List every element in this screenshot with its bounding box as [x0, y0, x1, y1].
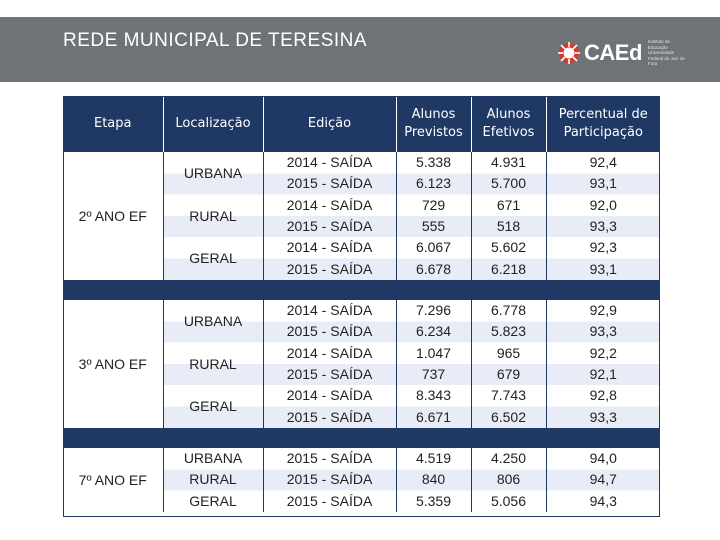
participation-table [63, 96, 660, 512]
previstos-value: 7.296 [415, 302, 452, 319]
previstos-value: 5.359 [415, 492, 452, 509]
percentual-value: 94,3 [589, 492, 617, 509]
caed-logo-icon [558, 42, 580, 64]
etapa-cell: 2º ANO EF [63, 152, 163, 280]
col-header-edicao: Edição [263, 96, 396, 152]
localizacao-cell [163, 448, 263, 512]
efetivos-value: 5.602 [490, 239, 527, 256]
caed-logo-subtext: Instituto de Educação Universidade Federal de Juiz de Fora [647, 39, 685, 67]
col-header-previstos-line1: Alunos [411, 107, 456, 122]
efetivos-value: 5.700 [490, 175, 527, 192]
percentual-value: 92,1 [589, 366, 617, 382]
localizacao-cell [163, 300, 263, 428]
table-row-group-7ano [63, 448, 660, 512]
previstos-cell [396, 300, 471, 428]
edicao-cell [263, 152, 396, 280]
previstos-value: 6.234 [415, 323, 452, 340]
percentual-value: 93,1 [589, 260, 617, 277]
group-divider [63, 428, 660, 448]
edicao-value: 2015 - SAÍDA [286, 366, 373, 382]
percentual-value: 93,1 [589, 175, 617, 192]
edicao-value: 2014 - SAÍDA [286, 239, 373, 256]
previstos-value: 729 [421, 196, 446, 213]
percentual-value: 92,8 [589, 387, 617, 404]
caed-logo-text: CAEd [584, 40, 642, 65]
previstos-value: 737 [421, 366, 446, 382]
percentual-value: 92,4 [589, 154, 617, 171]
efetivos-value: 806 [496, 471, 521, 488]
efetivos-value: 7.743 [490, 387, 527, 404]
percentual-cell [546, 152, 660, 280]
table-header-row [63, 96, 660, 152]
efetivos-cell [471, 152, 546, 280]
edicao-value: 2015 - SAÍDA [286, 323, 373, 340]
percentual-cell [546, 300, 660, 428]
localizacao-label: GERAL [189, 398, 237, 415]
previstos-value: 6.671 [415, 408, 452, 425]
previstos-value: 6.123 [415, 175, 452, 192]
col-header-etapa: Etapa [63, 96, 163, 152]
previstos-value: 8.343 [415, 387, 452, 404]
col-header-percentual-line2: Participação [563, 125, 643, 140]
efetivos-value: 5.056 [490, 492, 527, 509]
localizacao-label: URBANA [183, 313, 243, 330]
efetivos-value: 5.823 [490, 323, 527, 340]
edicao-value: 2015 - SAÍDA [286, 492, 373, 509]
percentual-value: 92,0 [589, 196, 617, 213]
efetivos-value: 6.218 [490, 260, 527, 277]
efetivos-cell [471, 448, 546, 512]
percentual-value: 92,2 [589, 344, 617, 361]
edicao-value: 2014 - SAÍDA [286, 387, 373, 404]
page-title: REDE MUNICIPAL DE TERESINA [63, 30, 368, 51]
percentual-value: 92,3 [589, 239, 617, 256]
percentual-value: 93,3 [589, 408, 617, 425]
localizacao-label: URBANA [183, 165, 243, 182]
efetivos-value: 6.778 [490, 302, 527, 319]
table-row-group-3ano [63, 300, 660, 428]
previstos-value: 4.519 [415, 450, 452, 467]
previstos-cell [396, 152, 471, 280]
previstos-cell [396, 448, 471, 512]
previstos-value: 555 [421, 218, 446, 234]
localizacao-label: URBANA [183, 450, 243, 467]
percentual-value: 94,0 [589, 450, 617, 467]
localizacao-cell [163, 152, 263, 280]
localizacao-label: GERAL [189, 492, 237, 509]
col-header-efetivos-line2: Efetivos [482, 125, 535, 140]
efetivos-value: 679 [496, 366, 521, 382]
edicao-value: 2015 - SAÍDA [286, 260, 373, 277]
edicao-value: 2015 - SAÍDA [286, 175, 373, 192]
efetivos-value: 4.250 [490, 450, 527, 467]
col-header-percentual-line1: Percentual de [558, 107, 648, 122]
previstos-value: 5.338 [415, 154, 452, 171]
edicao-cell [263, 448, 396, 512]
efetivos-value: 4.931 [490, 154, 527, 171]
previstos-value: 6.067 [415, 239, 452, 256]
edicao-value: 2014 - SAÍDA [286, 196, 373, 213]
previstos-value: 6.678 [415, 260, 452, 277]
group-divider [63, 280, 660, 300]
edicao-value: 2015 - SAÍDA [286, 471, 373, 488]
efetivos-cell [471, 300, 546, 428]
efetivos-value: 518 [496, 218, 521, 234]
percentual-value: 94,7 [589, 471, 617, 488]
previstos-value: 1.047 [415, 344, 452, 361]
localizacao-label: GERAL [189, 250, 237, 267]
edicao-value: 2014 - SAÍDA [286, 344, 373, 361]
edicao-value: 2015 - SAÍDA [286, 218, 373, 234]
edicao-value: 2014 - SAÍDA [286, 302, 373, 319]
caed-logo [558, 40, 688, 66]
localizacao-label: RURAL [189, 207, 237, 224]
col-header-previstos-line2: Previstos [404, 125, 463, 140]
localizacao-label: RURAL [189, 355, 237, 372]
percentual-value: 92,9 [589, 302, 617, 319]
table-row-group-2ano [63, 152, 660, 280]
efetivos-value: 6.502 [490, 408, 527, 425]
etapa-cell: 7º ANO EF [63, 448, 163, 512]
etapa-cell: 3º ANO EF [63, 300, 163, 428]
edicao-cell [263, 300, 396, 428]
efetivos-value: 965 [496, 344, 521, 361]
edicao-value: 2015 - SAÍDA [286, 450, 373, 467]
percentual-value: 93,3 [589, 323, 617, 340]
percentual-cell [546, 448, 660, 512]
col-header-localizacao: Localização [163, 96, 263, 152]
col-header-percentual [546, 96, 660, 152]
col-header-efetivos [471, 96, 546, 152]
efetivos-value: 671 [496, 196, 521, 213]
percentual-value: 93,3 [589, 218, 617, 234]
col-header-previstos [396, 96, 471, 152]
edicao-value: 2014 - SAÍDA [286, 154, 373, 171]
edicao-value: 2015 - SAÍDA [286, 408, 373, 425]
localizacao-label: RURAL [189, 471, 237, 488]
previstos-value: 840 [421, 471, 446, 488]
col-header-efetivos-line1: Alunos [486, 107, 531, 122]
